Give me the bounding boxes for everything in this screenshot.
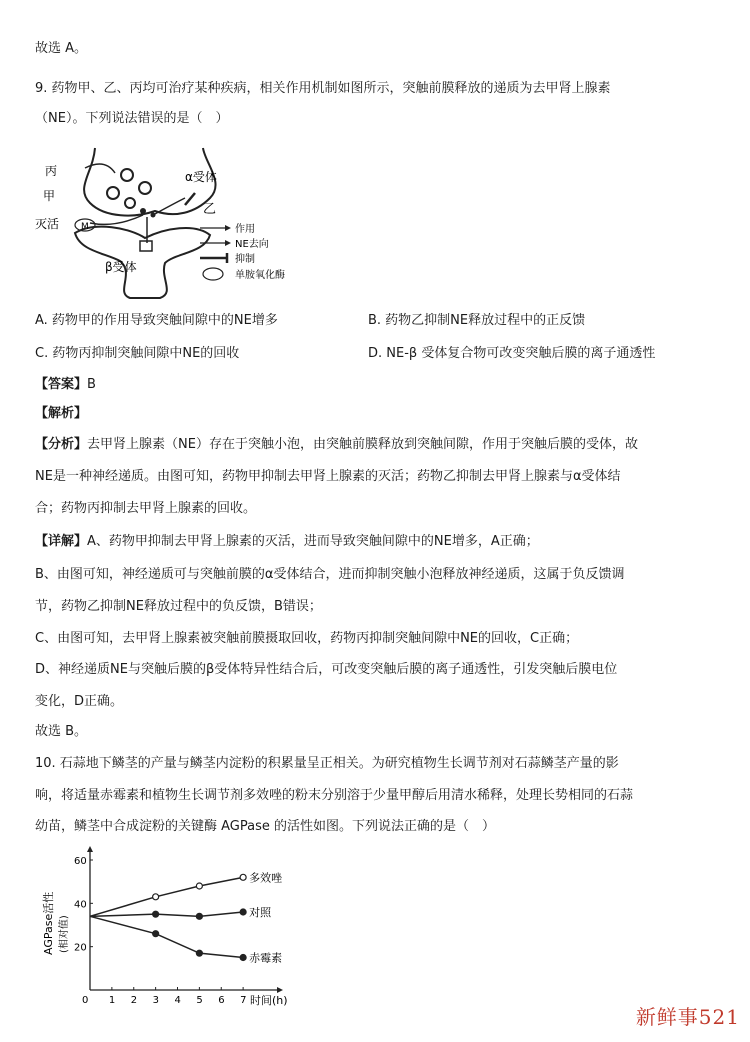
series-line-0 bbox=[90, 877, 243, 916]
svg-text:作用: 作用 bbox=[235, 224, 255, 235]
x-tick-label: 5 bbox=[196, 995, 203, 1006]
y-axis-arrow bbox=[87, 846, 93, 852]
vesicle bbox=[139, 182, 151, 194]
y-tick-label: 40 bbox=[74, 899, 87, 911]
analysis-tag: 【解析】 bbox=[35, 406, 88, 421]
data-point bbox=[196, 950, 202, 956]
option-d[interactable]: D. NE-β 受体复合物可改变突触后膜的离子通透性 bbox=[368, 346, 656, 361]
data-point bbox=[153, 911, 159, 917]
answer-line bbox=[35, 376, 96, 394]
x-tick-label: 2 bbox=[130, 995, 138, 1006]
label-yi: 乙 bbox=[203, 202, 217, 217]
data-point bbox=[240, 874, 246, 880]
svg-text:抑制: 抑制 bbox=[235, 254, 255, 265]
series-label: 多效唑 bbox=[249, 871, 283, 885]
option-a[interactable]: A. 药物甲的作用导致突触间隙中的NE增多 bbox=[35, 313, 278, 328]
series-line-2 bbox=[90, 916, 243, 957]
q10-line2: 响，将适量赤霉素和植物生长调节剂多效唑的粉末分别溶于少量甲醇后用清水稀释，处理长势相同的石蒜 bbox=[35, 788, 634, 803]
svg-text:M: M bbox=[81, 222, 89, 232]
svg-text:单胺氧化酶: 单胺氧化酶 bbox=[235, 270, 285, 281]
data-point bbox=[240, 909, 246, 915]
agpase-line-chart bbox=[35, 845, 325, 1015]
chart-ylabel: AGPase活性 bbox=[42, 891, 55, 955]
xiangjie-line1: 【详解】A、药物甲抑制去甲肾上腺素的灭活，进而导致突触间隙中的NE增多，A正确； bbox=[35, 534, 539, 549]
data-point bbox=[153, 894, 159, 900]
label-alpha: α受体 bbox=[185, 170, 217, 184]
q9-stem-line2: （NE）。下列说法错误的是（ ） bbox=[35, 111, 229, 126]
data-point bbox=[153, 931, 159, 937]
fenxi-line3: 合；药物丙抑制去甲肾上腺素的回收。 bbox=[35, 501, 257, 516]
fenxi-line2: NE是一种神经递质。由图可知，药物甲抑制去甲肾上腺素的灭活；药物乙抑制去甲肾上腺素与α受体结 bbox=[35, 469, 621, 484]
label-miehuo: 灭活 bbox=[35, 217, 60, 231]
series-label: 对照 bbox=[249, 906, 272, 919]
postsynaptic-membrane bbox=[75, 227, 210, 298]
series-label: 赤霉素 bbox=[249, 951, 283, 965]
y-tick-label: 20 bbox=[74, 942, 87, 954]
xiangjie-line2: B、由图可知，神经递质可与突触前膜的α受体结合，进而抑制突触小泡释放神经递质，这属于负反馈调 bbox=[35, 567, 625, 582]
series-line-1 bbox=[90, 912, 243, 916]
chart-xlabel: 时间(h) bbox=[250, 994, 288, 1007]
xiangjie-tag: 【详解】 bbox=[35, 534, 88, 549]
beta-receptor-box bbox=[140, 241, 152, 251]
option-b[interactable]: B. 药物乙抑制NE释放过程中的正反馈 bbox=[368, 313, 586, 328]
data-point bbox=[196, 883, 202, 889]
chart-ylabel2: (相对值) bbox=[59, 915, 70, 953]
data-point bbox=[240, 955, 246, 961]
label-bing: 丙 bbox=[45, 164, 58, 178]
x-tick-label: 0 bbox=[82, 995, 89, 1006]
x-tick-label: 1 bbox=[108, 995, 116, 1006]
chart-axes bbox=[87, 846, 283, 993]
label-jia: 甲 bbox=[43, 189, 56, 203]
x-tick-label: 3 bbox=[152, 995, 159, 1006]
vesicle bbox=[125, 198, 135, 208]
x-axis-arrow bbox=[277, 987, 283, 993]
y-tick-label: 60 bbox=[74, 856, 87, 867]
xiangjie-line4: C、由图可知，去甲肾上腺素被突触前膜摄取回收，药物丙抑制突触间隙中NE的回收，C正确； bbox=[35, 631, 579, 646]
q10-line1: 10. 石蒜地下鳞茎的产量与鳞茎内淀粉的积累量呈正相关。为研究植物生长调节剂对石蒜鳞茎产量的影 bbox=[35, 756, 619, 771]
option-c[interactable]: C. 药物丙抑制突触间隙中NE的回收 bbox=[35, 346, 240, 361]
data-point bbox=[196, 913, 202, 919]
q9-conclusion: 故选 B。 bbox=[35, 724, 88, 739]
x-tick-label: 7 bbox=[240, 995, 247, 1006]
xiangjie-line5: D、神经递质NE与突触后膜的β受体特异性结合后，可改变突触后膜的离子通透性，引发突触后膜电位 bbox=[35, 662, 618, 677]
vesicle bbox=[121, 169, 133, 181]
x-tick-label: 6 bbox=[218, 995, 225, 1006]
x-tick-label: 4 bbox=[174, 995, 181, 1006]
answer-tag: 【答案】 bbox=[35, 377, 88, 392]
xiangjie-line3: 节，药物乙抑制NE释放过程中的负反馈，B错误； bbox=[35, 599, 322, 614]
watermark: 新鲜事521 bbox=[635, 1005, 740, 1029]
q10-line3: 幼苗，鳞茎中合成淀粉的关键酶 AGPase 的活性如图。下列说法正确的是（ ） bbox=[35, 819, 495, 834]
diagram-legend bbox=[200, 222, 285, 281]
answer-value: B bbox=[87, 377, 96, 392]
fenxi-tag: 【分析】 bbox=[35, 437, 88, 452]
svg-text:NE去向: NE去向 bbox=[235, 239, 269, 250]
xiangjie-line6: 变化，D正确。 bbox=[35, 694, 124, 709]
vesicle bbox=[107, 187, 119, 199]
q9-stem-line1: 9. 药物甲、乙、丙均可治疗某种疾病，相关作用机制如图所示，突触前膜释放的递质为去甲肾上腺素 bbox=[35, 81, 611, 96]
label-beta: β受体 bbox=[105, 260, 137, 274]
synapse-diagram bbox=[35, 143, 305, 303]
q8-conclusion: 故选 A。 bbox=[35, 41, 88, 56]
fenxi-line1: 【分析】去甲肾上腺素（NE）存在于突触小泡，由突触前膜释放到突触间隙，作用于突触后膜的受体，故 bbox=[35, 437, 638, 452]
